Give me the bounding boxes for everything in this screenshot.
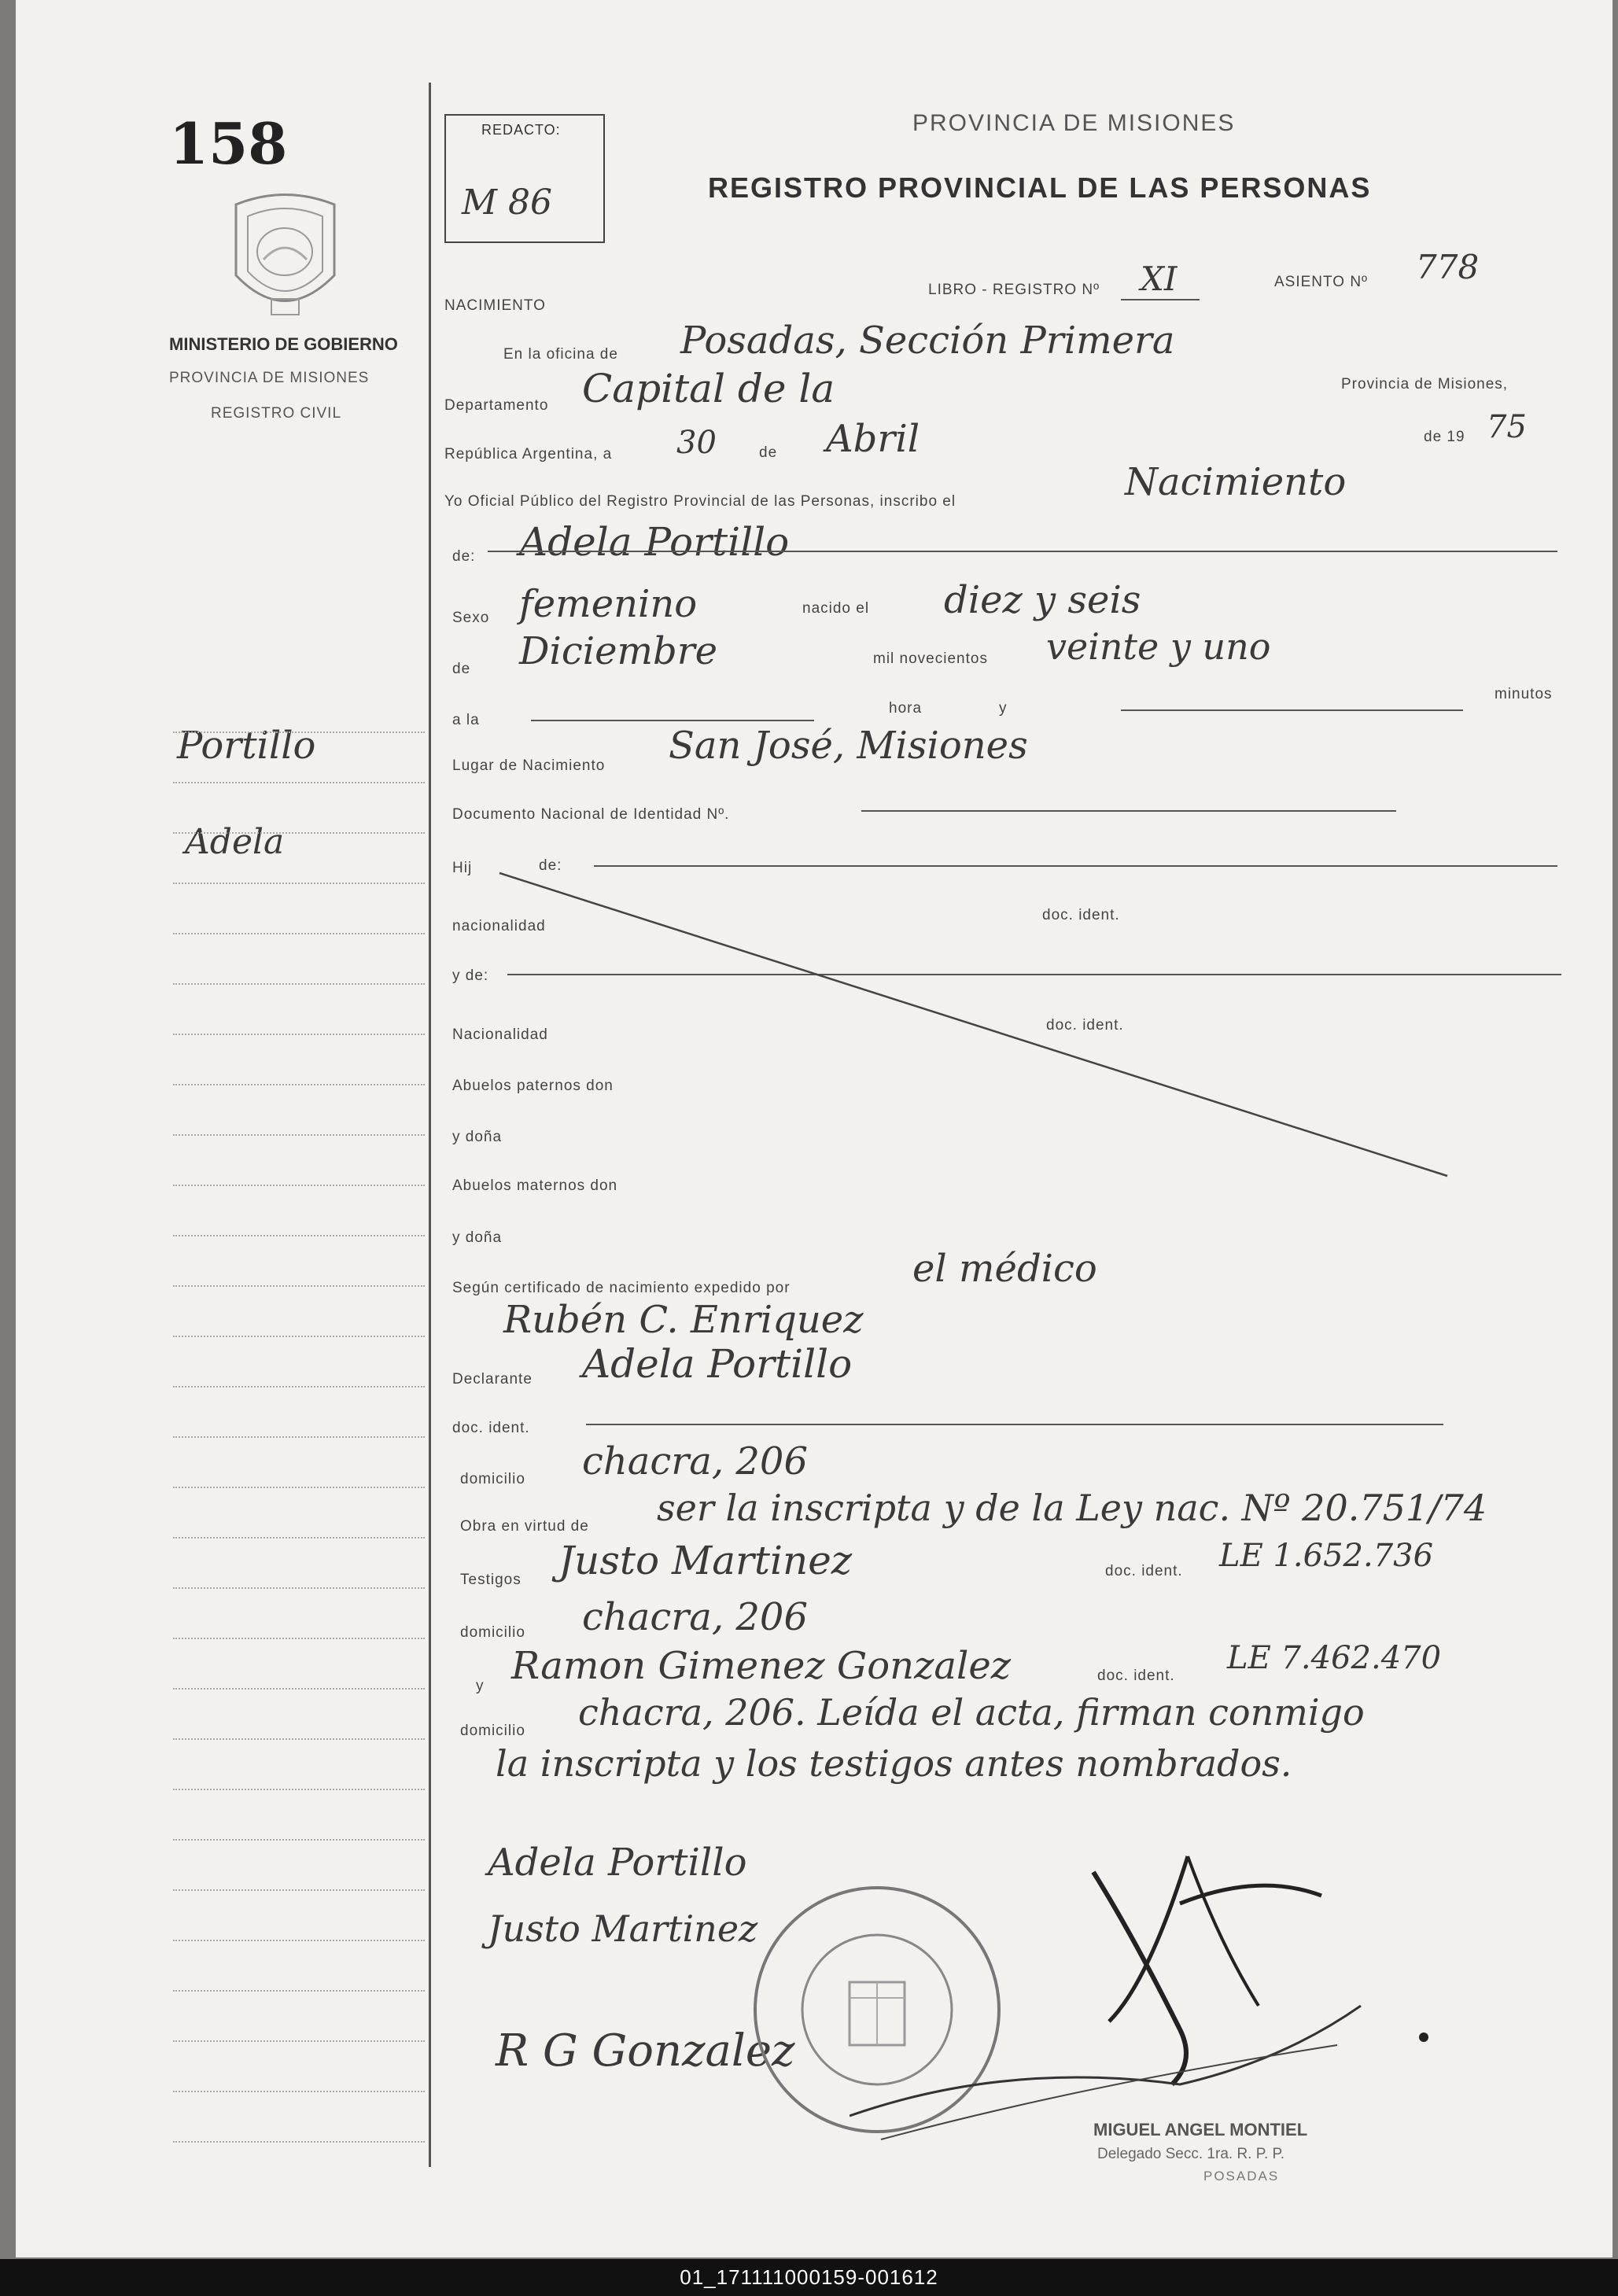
nacido-label: nacido el — [802, 600, 870, 617]
mes-value: Abril — [826, 417, 920, 461]
libro-value: XI — [1141, 260, 1178, 298]
certificado-value: el médico — [912, 1247, 1097, 1291]
asiento-label: ASIENTO Nº — [1274, 274, 1368, 290]
stamp-role: Delegado Secc. 1ra. R. P. P. — [1097, 2146, 1285, 2162]
domicilio2-label: domicilio — [460, 1624, 525, 1641]
left-province: PROVINCIA DE MISIONES — [169, 370, 370, 386]
signature-testigo2: R G Gonzalez — [496, 2025, 795, 2077]
docident3-label: doc. ident. — [452, 1420, 530, 1436]
left-registry: REGISTRO CIVIL — [211, 405, 342, 422]
ala-label: a la — [452, 712, 480, 728]
declarante-label: Declarante — [452, 1371, 533, 1388]
redacto-value: M 86 — [462, 182, 553, 223]
signature-testigo1: Justo Martinez — [488, 1907, 758, 1950]
testigo1-value: Justo Martinez — [558, 1538, 853, 1583]
libro-label: LIBRO - REGISTRO Nº — [928, 282, 1100, 298]
redacto-label: REDACTO: — [481, 122, 561, 138]
docident4-label: doc. ident. — [1105, 1563, 1183, 1579]
mes-nac-value: Diciembre — [519, 629, 718, 673]
republica-label: República Argentina, a — [444, 446, 613, 463]
domicilio1-value: chacra, 206 — [582, 1439, 808, 1483]
page-number: 158 — [169, 110, 288, 177]
hij-label: Hij — [452, 860, 473, 876]
signature-inscripta: Adela Portillo — [488, 1841, 747, 1885]
minutos-label: minutos — [1495, 686, 1553, 702]
milnov-label: mil novecientos — [873, 650, 988, 667]
testigos-label: Testigos — [460, 1572, 522, 1588]
oficina-label: En la oficina de — [503, 346, 618, 363]
abuelos-mat-label: Abuelos maternos don — [452, 1177, 618, 1194]
nacido-value: diez y seis — [944, 578, 1141, 622]
asiento-value: 778 — [1416, 248, 1480, 286]
domicilio3-value2: la inscripta y los testigos antes nombrados. — [496, 1742, 1292, 1785]
domicilio1-label: domicilio — [460, 1471, 525, 1487]
obra-label: Obra en virtud de — [460, 1518, 589, 1535]
register-title: REGISTRO PROVINCIAL DE LAS PERSONAS — [708, 171, 1372, 204]
ministry-name: MINISTERIO DE GOBIERNO — [169, 334, 398, 354]
departamento-value: Capital de la — [582, 366, 835, 411]
domicilio3-label: domicilio — [460, 1723, 525, 1739]
margin-note-surname: Portillo — [177, 724, 316, 768]
y2-label: y — [476, 1678, 485, 1694]
register-page — [16, 0, 1612, 2257]
testigo2-value: Ramon Gimenez Gonzalez — [511, 1644, 1012, 1688]
de-label: de — [759, 444, 778, 461]
oficina-value: Posadas, Sección Primera — [680, 319, 1175, 363]
ydona2-label: y doña — [452, 1229, 503, 1246]
docident2-label: doc. ident. — [1046, 1017, 1124, 1034]
docident5-label: doc. ident. — [1097, 1668, 1175, 1684]
stamp-city: POSADAS — [1203, 2169, 1280, 2184]
nombre-value: Adela Portillo — [519, 519, 790, 565]
oficial-label: Yo Oficial Público del Registro Provincial de las Personas, inscribo el — [444, 493, 956, 510]
abuelos-pat-label: Abuelos paternos don — [452, 1078, 614, 1094]
nacionalidad2-label: Nacionalidad — [452, 1026, 548, 1043]
obra-value: ser la inscripta y de la Ley nac. Nº 20.751/74 — [657, 1487, 1487, 1529]
hij-de-label: de: — [539, 857, 562, 874]
margin-note-name: Adela — [185, 822, 285, 862]
domicilio3-value: chacra, 206. Leída el acta, firman conmigo — [578, 1691, 1365, 1734]
domicilio2-value: chacra, 206 — [582, 1595, 808, 1639]
dia-value: 30 — [676, 425, 717, 461]
anio-value: 75 — [1487, 409, 1527, 445]
certificado-label: Según certificado de nacimiento expedido por — [452, 1280, 791, 1296]
de2-label: de: — [452, 548, 476, 565]
dni-label: Documento Nacional de Identidad Nº. — [452, 806, 730, 823]
footer-id: 01_171111000159-001612 — [0, 2259, 1618, 2296]
departamento-label: Departamento — [444, 397, 549, 414]
nacionalidad-label: nacionalidad — [452, 918, 546, 934]
lugar-value: San José, Misiones — [669, 724, 1028, 768]
anio-nac-value: veinte y uno — [1046, 625, 1271, 668]
header-province: PROVINCIA DE MISIONES — [912, 110, 1236, 136]
nacimiento-label: NACIMIENTO — [444, 297, 546, 314]
hora-label: hora — [889, 700, 923, 717]
anio-label: de 19 — [1424, 429, 1465, 445]
testigo2-doc: LE 7.462.470 — [1227, 1640, 1442, 1676]
testigo1-doc: LE 1.652.736 — [1219, 1538, 1434, 1574]
oficial-value: Nacimiento — [1125, 460, 1347, 504]
sexo-label: Sexo — [452, 610, 490, 626]
ydona1-label: y doña — [452, 1129, 503, 1145]
lugar-label: Lugar de Nacimiento — [452, 757, 606, 774]
de3-label: de — [452, 661, 471, 677]
sexo-value: femenino — [519, 582, 698, 626]
y-label: y — [999, 700, 1008, 717]
stamp-name: MIGUEL ANGEL MONTIEL — [1093, 2120, 1308, 2139]
certificado-value2: Rubén C. Enriquez — [503, 1298, 864, 1342]
declarante-value: Adela Portillo — [582, 1341, 853, 1387]
yde-label: y de: — [452, 967, 489, 984]
provincia-label: Provincia de Misiones, — [1341, 376, 1509, 392]
docident-label: doc. ident. — [1042, 907, 1120, 923]
